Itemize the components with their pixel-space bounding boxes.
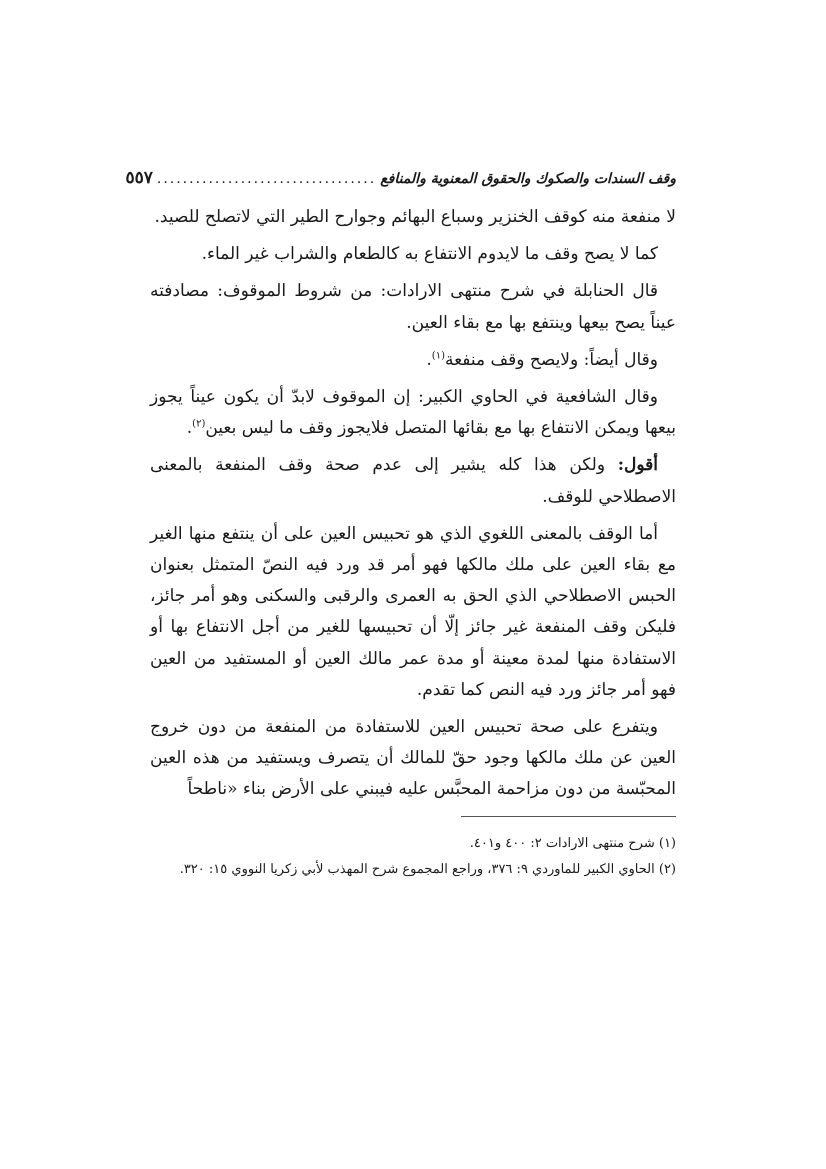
paragraph: أما الوقف بالمعنى اللغوي الذي هو تحبيس العين على أن ينتفع منها الغير مع بقاء العين على ملك مالكها فهو أمر قد ورد فيه النصّ المتمثل بعنوان الحبس الاصطلاحي الذي الحق به العمرى والرقبى والسكنى وهو أمر جائز، فليكن وقف المنفعة غير جائز إلّا أن تحبيسها للغير من أجل الانتفاع بها أو الاستفادة منها لمدة معينة أو مدة عمر مالك العين أو المستفيد من العين فهو أمر جائز ورد فيه النص كما تقدم. [150,523,676,700]
footnote-2: (٢) الحاوي الكبير للماوردي ٩: ٣٧٦، وراجع المجموع شرح المهذب لأبي زكريا النووي ١٥: ٣٢٠. [179,861,676,877]
footnotes [150,831,676,883]
paragraph [150,382,676,444]
footnote-ref-1[interactable]: (١) [431,350,445,362]
main-text [150,202,676,806]
page-number: ٥٥٧ [125,168,153,188]
paragraph-lead-word: أقول: [617,455,658,476]
paragraph-text: ولكن هذا كله يشير إلى عدم صحة وقف المنفعة بالمعنى الاصطلاحي للوقف. [150,455,676,507]
paragraph: كما لا يصح وقف ما لايدوم الانتفاع به كالطعام والشراب غير الماء. [201,244,658,265]
footnote-1: (١) شرح منتهى الارادات ٢: ٤٠٠ و٤٠١. [469,835,676,851]
header-title: وقف السندات والصكوك والحقوق المعنوية والمنافع [380,171,676,187]
header-leader-dots: .................................. [156,171,377,187]
footnote-ref-2[interactable]: (٢) [192,418,206,430]
book-page [125,168,676,883]
paragraph-text: وقال الشافعية في الحاوي الكبير: إن الموقوف لابدّ أن يكون عيناً يجوز بيعها ويمكن الانتفاع بها مع بقائها المتصل فلايجوز وقف ما ليس بعين [150,387,676,439]
paragraph-text: وقال أيضاً: ولايصح وقف منفعة [444,349,658,370]
paragraph: قال الحنابلة في شرح منتهى الارادات: من شروط الموقوف: مصادفته عيناً يصح بيعها وينتفع بها مع بقاء العين. [150,281,676,333]
paragraph-end: . [186,418,193,439]
running-header [125,168,676,198]
paragraph [150,450,676,512]
paragraph: لا منفعة منه كوقف الخنزير وسباع البهائم وجوارح الطير التي لاتصلح للصيد. [154,207,676,227]
footnote-separator [461,816,676,817]
paragraph-end: . [426,349,432,370]
paragraph: ويتفرع على صحة تحبيس العين للاستفادة من المنفعة من دون خروج العين عن ملك مالكها وجود حقّ للمالك أن يتصرف ويستفيد من هذه العين المحبّسة من دون مزاحمة المحبَّس عليه فيبني على الأرض بناء «ناطحاً [150,717,676,800]
paragraph [150,345,676,376]
